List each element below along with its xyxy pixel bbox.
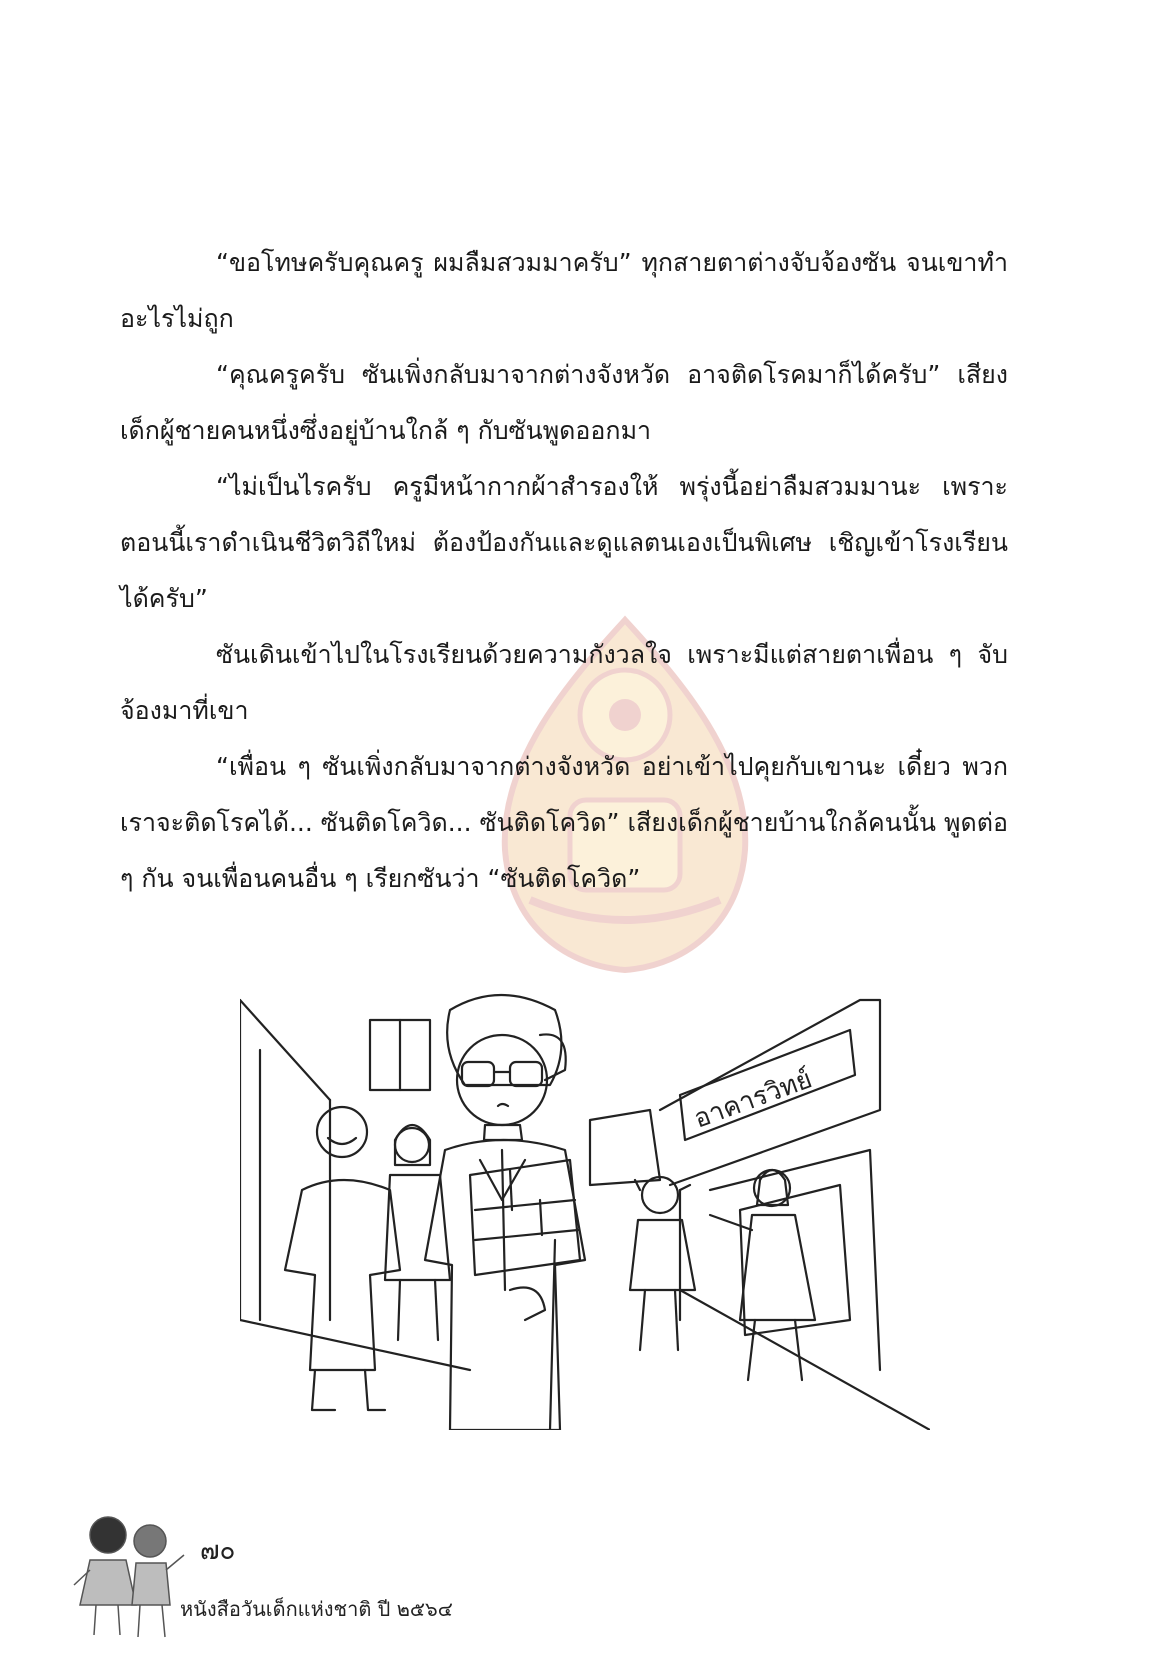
book-title: หนังสือวันเด็กแห่งชาติ ปี ๒๕๖๔ (180, 1597, 453, 1621)
school-scene-illustration (240, 990, 930, 1430)
kids-footer-icon (70, 1505, 190, 1645)
story-text (120, 235, 1008, 907)
paragraph-4: ซันเดินเข้าไปในโรงเรียนด้วยความกังวลใจ เพราะมีแต่สายตาเพื่อน ๆ จับจ้องมาที่เขา (120, 640, 1008, 725)
building-sign-text: อาคารวิทย์ (690, 1064, 817, 1135)
page-number: ๗๐ (200, 1536, 236, 1566)
paragraph-3: “ไม่เป็นไรครับ ครูมีหน้ากากผ้าสำรองให้ พรุ่งนี้อย่าลืมสวมมานะ เพราะตอนนี้เราดำเนินชีวิตวิถีใหม่ ต้องป้องกันและดูแลตนเองเป็นพิเศษ เชิญเข้าโรงเรียนได้ครับ” (120, 472, 1008, 613)
paragraph-1: “ขอโทษครับคุณครู ผมลืมสวมมาครับ” ทุกสายตาต่างจับจ้องซัน จนเขาทำอะไรไม่ถูก (120, 248, 1008, 333)
paragraph-5: “เพื่อน ๆ ซันเพิ่งกลับมาจากต่างจังหวัด อย่าเข้าไปคุยกับเขานะ เดี๋ยว พวกเราจะติดโรคได้... ซันติดโควิด... ซันติดโควิด” เสียงเด็กผู้ชายบ้านใกล้คนนั้น พูดต่อ ๆ กัน จนเพื่อนคนอื่น ๆ เรียกซันว่า “ซันติดโควิด” (120, 752, 1008, 893)
paragraph-2: “คุณครูครับ ซันเพิ่งกลับมาจากต่างจังหวัด อาจติดโรคมาก็ได้ครับ” เสียง เด็กผู้ชายคนหนึ่งซึ่งอยู่บ้านใกล้ ๆ กับซันพูดออกมา (120, 360, 1008, 445)
